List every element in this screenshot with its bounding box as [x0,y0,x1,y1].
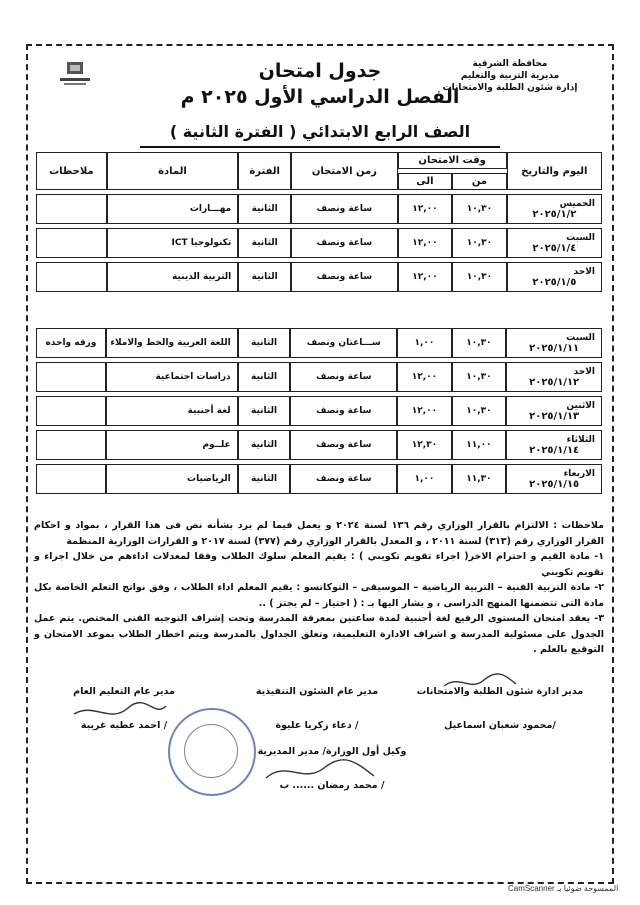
time-to: ١٢,٠٠ [398,194,453,224]
day-date-cell [507,262,602,292]
exam-date: ٢٠٢٥/١/١٤ [529,444,580,456]
handwritten-signature-1 [440,670,520,694]
day-name: الاحد [573,266,595,277]
page-subtitle: الفصل الدراسي الأول ٢٠٢٥ م [180,86,460,108]
handwritten-signature-2 [70,700,170,724]
duration: ساعة ونصف [291,228,398,258]
row-notes [36,228,107,258]
exam-date: ٢٠٢٥/١/١٣ [529,410,580,422]
duration: ساعة ونصف [291,262,398,292]
duration: ساعة ونصف [291,194,398,224]
exam-date: ٢٠٢٥/١/٥ [532,276,577,288]
duration: ساعة ونصف [290,362,397,392]
time-from: ١٠,٣٠ [452,228,507,258]
page-title: جدول امتحان [258,60,382,82]
exam-date: ٢٠٢٥/١/٤ [532,242,577,254]
time-from: ١١,٣٠ [452,464,507,494]
period: الثانية [238,362,291,392]
period: الثانية [238,464,291,494]
exam-date: ٢٠٢٥/١/١١ [529,342,580,354]
period: الثانية [238,396,291,426]
governorate-line: محافظة الشرقية [472,59,548,69]
duration: ســـاعتان ونصف [290,328,397,358]
grade-heading: الصف الرابع الابتدائي ( الفترة الثانية ) [169,122,471,141]
signature-block-executive-affairs [232,684,402,734]
signature-name: /محمود شعبان اسماعيل [444,720,556,731]
table-row [36,430,602,460]
table-row [36,262,602,292]
header-notes: ملاحظات [36,152,107,190]
signature-name: / محمد رمضان ...... ب [279,780,385,791]
header-day: اليوم والتاريخ [507,152,602,190]
signature-title: مدير ادارة شئون الطلبة والامتحانات [416,686,584,697]
official-stamp-icon [168,708,256,796]
row-notes [36,362,106,392]
subject: علــوم [106,430,238,460]
table-row [36,464,602,494]
time-to: ١٢,٠٠ [398,262,453,292]
day-name: الثلاثاء [566,434,595,445]
schedule-table-2 [36,324,602,498]
subject: لغة أجنبية [106,396,238,426]
header-period: الفترة [238,152,291,190]
scanner-footer: الممسوحة ضوئيا بـ CamScanner [508,884,619,893]
period: الثانية [238,262,291,292]
table-row [36,194,602,224]
time-from: ١٠,٣٠ [452,194,507,224]
time-from: ١٠,٣٠ [452,328,507,358]
table-row [36,328,602,358]
header-to: الى [398,173,453,190]
duration: ساعة ونصف [290,430,397,460]
duration: ساعة ونصف [290,464,397,494]
exam-date: ٢٠٢٥/١/١٢ [529,376,580,388]
signature-title: مدير عام الشئون التنفيذية [255,686,379,697]
subject: الرياضيات [106,464,238,494]
signature-title: مدير عام التعليم العام [73,686,175,697]
note-3: ٣- يعقد امتحان المستوى الرفيع لغة أجنبية لمدة ساعتين بمعرفة المدرسة وتحت إشراف التوجيه الفنى المختص. يتم عمل الجدول على مسئولية المدرسة و اشراف الادارة التعليمية، وتعلق الجداول بالمدرسة ويتم اخطار الطلاب بموعد الامتحان و التوقيع بالعلم . [34,613,604,655]
subject: التربية الدينية [107,262,239,292]
header-duration: زمن الامتحان [291,152,398,190]
header-subject: المادة [107,152,239,190]
subject: اللغة العربية والخط والاملاء [106,328,238,358]
table-row [36,362,602,392]
signature-title: وكيل أول الوزارة/ مدير المديرية [257,746,407,757]
day-date-cell [506,328,602,358]
time-to: ١٢,٠٠ [398,228,453,258]
time-from: ١٠,٣٠ [452,396,507,426]
egypt-crest-icon [58,60,92,88]
table-row [36,396,602,426]
header-time: وقت الامتحان [398,152,507,169]
day-name: السبت [566,332,595,343]
subject: دراسات اجتماعية [106,362,238,392]
subject: مهـــارات [107,194,239,224]
period: الثانية [238,228,291,258]
signature-name: / احمد عطيه غريبة [80,720,168,731]
period: الثانية [238,328,291,358]
time-from: ١٠,٣٠ [452,262,507,292]
row-notes [36,194,107,224]
time-to: ١٢,٠٠ [397,396,452,426]
signature-name: / دعاء زكريا عليوة [275,720,359,731]
department-line: إدارة شئون الطلبة والامتحانات [442,83,578,93]
day-date-cell [506,430,602,460]
handwritten-signature-3 [260,758,380,786]
day-name: الخميس [559,198,595,209]
exam-date: ٢٠٢٥/١/٢ [532,208,577,220]
notes-section [34,518,604,658]
period: الثانية [238,194,291,224]
time-from: ١٠,٣٠ [452,362,507,392]
note-2: ٢- مادة التربية الفنية – التربية الرياضية – الموسيقى – التوكاتسو : يقيم المعلم اداء الطلاب ، وفق نواتج التعلم الخاصة بكل مادة التى تتضمنها المنهج الدراسى ، و يشار اليها بـ : ( اجتياز – لم يجتز ) .. [34,582,604,609]
time-to: ١٢,٠٠ [397,362,452,392]
day-date-cell [506,396,602,426]
row-notes: ورقه واحده [36,328,106,358]
table-row [36,228,602,258]
day-name: الاثنين [566,400,595,411]
day-date-cell [507,194,602,224]
note-1: ١- مادة القيم و احترام الاخر( اجراء تقويم تكويني ) : يقيم المعلم سلوك الطلاب وفقا لمعدلات اداءهم من خلال اجراء و تقويم تكويني [34,551,604,578]
time-from: ١١,٠٠ [452,430,507,460]
day-date-cell [506,464,602,494]
period: الثانية [238,430,291,460]
directorate-line: مديرية التربية والتعليم [460,71,560,81]
day-date-cell [506,362,602,392]
header-from: من [452,173,507,190]
time-to: ١٢,٣٠ [397,430,452,460]
row-notes [36,396,106,426]
note-intro: ملاحظات : الالتزام بالقرار الوزاري رقم ١٣٦ لسنة ٢٠٢٤ و يعمل فيما لم يرد بشأنه نص فى هذا القرار ، بمواد و احكام القرار الوزاري رقم (٣١٣) لسنة ٢٠١١ ، و المعدل بالقرار الوزاري رقم (٣٧٧) لسنة ٢٠١٧ و القرارات الوزارية المنظمة [34,520,604,547]
day-name: السبت [566,232,595,243]
row-notes [36,262,107,292]
day-name: الاحد [573,366,595,377]
subject: تكنولوجيا ICT [107,228,239,258]
exam-date: ٢٠٢٥/١/١٥ [529,478,580,490]
day-date-cell [507,228,602,258]
day-name: الاربعاء [563,468,595,479]
time-to: ١,٠٠ [397,464,452,494]
time-to: ١,٠٠ [397,328,452,358]
schedule-table-1 [36,148,602,296]
duration: ساعة ونصف [290,396,397,426]
row-notes [36,464,106,494]
row-notes [36,430,106,460]
